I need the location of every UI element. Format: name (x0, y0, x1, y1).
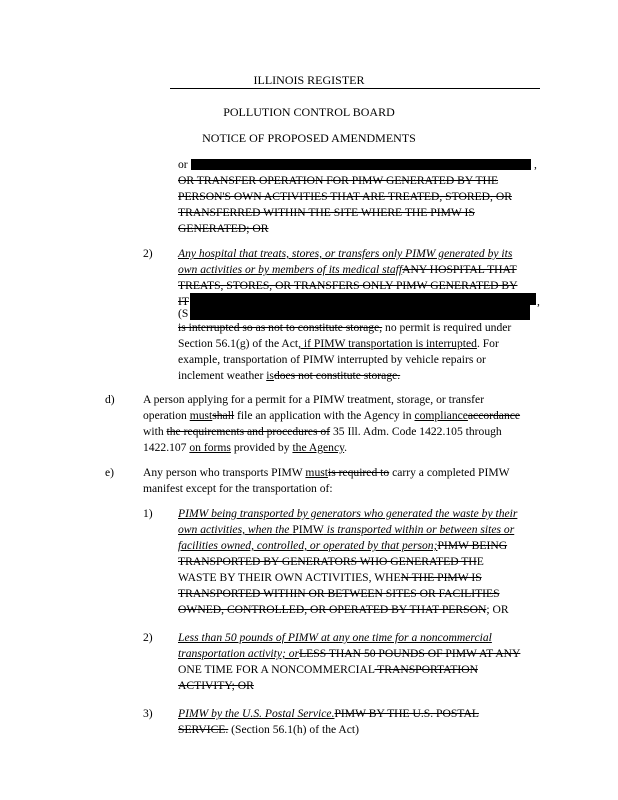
sub-1-line-5: WASTE BY THEIR OWN ACTIVITIES, WHEN THE PIMW IS (178, 571, 482, 584)
sub-3-line-1: PIMW by the U.S. Postal Service.PIMW BY THE U.S. POSTAL (178, 707, 479, 720)
item-2-number: 2) (143, 247, 153, 260)
item-e-line-2: manifest except for the transportation of: (143, 482, 333, 495)
item-2-line-6: is interrupted so as not to constitute storage, no permit is required under (178, 321, 512, 334)
top-line-0-tail: , (534, 158, 537, 171)
header-rule (170, 88, 540, 89)
top-line-3: TRANSFERRED WITHIN THE SITE WHERE THE PIMW IS (178, 206, 475, 219)
notice-title: NOTICE OF PROPOSED AMENDMENTS (202, 131, 416, 145)
top-line-0 (178, 158, 188, 172)
item-2-line-8: example, transportation of PIMW interrupted by vehicle repairs or (178, 353, 486, 366)
sub-1-line-3: facilities owned, controlled, or operated by that person;PIMW BEING (178, 539, 508, 552)
sub-1-line-1: PIMW being transported by generators who generated the waste by their (178, 507, 518, 520)
item-2-line-4-tail: , (537, 295, 540, 308)
top-line-4: GENERATED; OR (178, 222, 269, 235)
sub-2-line-1: Less than 50 pounds of PIMW at any one time for a noncommercial (178, 631, 492, 644)
top-line-2: PERSON'S OWN ACTIVITIES THAT ARE TREATED, STORED, OR (178, 190, 512, 203)
sub-3-line-2: SERVICE. (Section 56.1(h) of the Act) (178, 723, 359, 736)
redaction-bar-3 (190, 305, 530, 320)
sub-3-number: 3) (143, 707, 153, 720)
sub-1-line-6: TRANSPORTED WITHIN OR BETWEEN SITES OR FACILITIES (178, 587, 500, 600)
sub-1-line-7: OWNED, CONTROLLED, OR OPERATED BY THAT PERSON; OR (178, 603, 509, 616)
item-2-line-5-lead: (S (178, 307, 189, 320)
top-line-0-lead: or (178, 158, 188, 171)
redaction-bar-1 (191, 159, 531, 170)
item-d-number: d) (105, 393, 115, 406)
sub-1-line-4: TRANSPORTED BY GENERATORS WHO GENERATED THE (178, 555, 484, 568)
item-d-line-1: A person applying for a permit for a PIMW treatment, storage, or transfer (143, 393, 485, 406)
board-title: POLLUTION CONTROL BOARD (223, 105, 395, 119)
sub-2-line-4: ACTIVITY; OR (178, 679, 254, 692)
item-2-line-2: own activities or by members of its medical staffANY HOSPITAL THAT (178, 263, 517, 276)
item-2-line-3: TREATS, STORES, OR TRANSFERS ONLY PIMW GENERATED BY (178, 279, 518, 292)
redaction-bar-2 (190, 293, 536, 305)
item-2-line-7: Section 56.1(g) of the Act, if PIMW transportation is interrupted. For (178, 337, 499, 350)
item-d-line-2: operation mustshall file an application with the Agency in complianceaccordance (143, 409, 521, 422)
sub-2-line-3: ONE TIME FOR A NONCOMMERCIAL TRANSPORTATION (178, 663, 478, 676)
item-2-line-9: inclement weather isdoes not constitute storage. (178, 369, 401, 382)
item-2-line-4-lead: IT (178, 295, 189, 308)
sub-2-line-2: transportation activity; orLESS THAN 50 POUNDS OF PIMW AT ANY (178, 647, 521, 660)
item-d-line-4: 1422.107 on forms provided by the Agency. (143, 441, 348, 454)
item-e-line-1: Any person who transports PIMW mustis required to carry a completed PIMW (143, 466, 510, 479)
top-line-1: OR TRANSFER OPERATION FOR PIMW GENERATED BY THE (178, 174, 499, 187)
sub-1-line-2: own activities, when the PIMW is transported within or between sites or (178, 523, 515, 536)
sub-1-number: 1) (143, 507, 153, 520)
sub-2-number: 2) (143, 631, 153, 644)
item-d-line-3: with the requirements and procedures of 35 Ill. Adm. Code 1422.105 through (143, 425, 502, 438)
item-e-number: e) (105, 466, 115, 479)
item-2-line-1: Any hospital that treats, stores, or transfers only PIMW generated by its (178, 247, 513, 260)
register-title: ILLINOIS REGISTER (253, 73, 365, 87)
